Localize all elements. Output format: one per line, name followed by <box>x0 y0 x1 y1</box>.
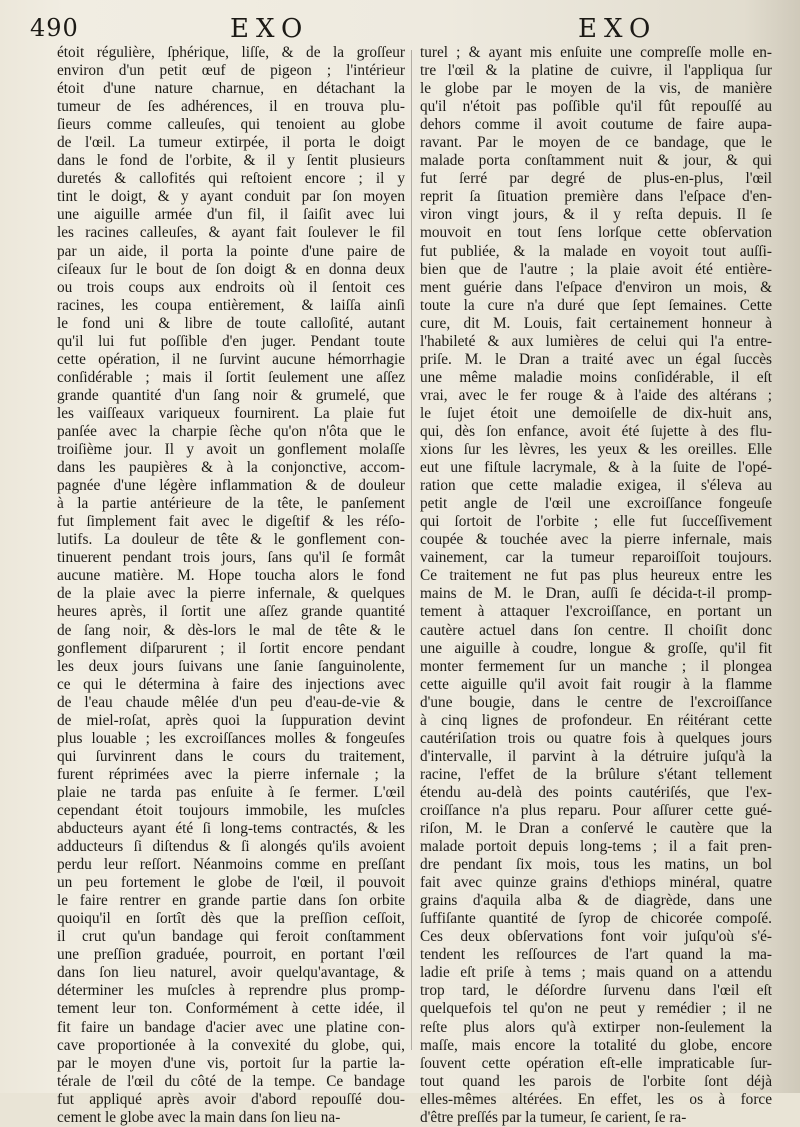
text-line: ladie eſt priſe à tems ; mais quand on a attendu <box>420 964 772 982</box>
text-line: d'une bougie, dans le centre de l'excroiſſance <box>420 693 772 711</box>
text-line: environ d'un petit œuf de pigeon ; l'intérieur <box>57 62 405 80</box>
text-line: l'habileté & aux lumières de celui qui l'a entre- <box>420 332 772 350</box>
text-line: qui ſurvinrent dans le cours du traitement, <box>57 747 405 765</box>
text-line: une même maladie moins conſidérable, il eſt <box>420 368 772 386</box>
text-line: fit faire un bandage d'acier avec une platine con- <box>57 1018 405 1036</box>
text-columns <box>57 44 772 1126</box>
text-line: déterminer les muſcles à reprendre plus promp- <box>57 982 405 1000</box>
text-line: grains d'aquila alba & de diagrède, dans une <box>420 892 772 910</box>
text-line: dans les paupières & à la conjonctive, accom- <box>57 459 405 477</box>
text-line: à cinq lignes de profondeur. En réitérant cette <box>420 711 772 729</box>
text-line: grande quantité d'un ſang noir & grumelé, que <box>57 386 405 404</box>
text-line: le ſujet étoit une demoiſelle de dix-huit ans, <box>420 404 772 422</box>
text-line: dehors comme il avoit coutume de faire aupa- <box>420 116 772 134</box>
text-line: Ce traitement ne fut pas plus heureux entre les <box>420 567 772 585</box>
text-line: à la partie antérieure de la tête, le panſement <box>57 495 405 513</box>
text-line: cure, dit M. Louis, fait certainement honneur à <box>420 314 772 332</box>
text-line: reprit ſa ſituation première dans l'eſpace d'en- <box>420 188 772 206</box>
text-line: pagnée d'une légère inflammation & de douleur <box>57 477 405 495</box>
text-line: fut ſerré par degré de plus-en-plus, l'œil <box>420 170 772 188</box>
text-line: plaie ne tarda pas enſuite à ſe fermer. L'œil <box>57 783 405 801</box>
text-line: cement le globe avec la main dans ſon lieu na- <box>57 1108 341 1126</box>
text-line: monter fermement ſur un manche ; il plongea <box>420 657 772 675</box>
text-line: tint le doigt, & y ayant conduit par ſon moyen <box>57 188 405 206</box>
text-line: les vaiſſeaux variqueux fournirent. La plaie fut <box>57 404 405 422</box>
text-line: gonflement diſparurent ; il ſortit encore pendant <box>57 639 405 657</box>
text-line: maſſe, mais encore la totalité du globe, encore <box>420 1036 772 1054</box>
text-line: xions ſur les lèvres, les yeux & les oreilles. Elle <box>420 441 772 459</box>
text-line: cave proportionée à la convexité du globe, qui, <box>57 1036 405 1054</box>
text-line: dre pendant ſix mois, tous les matins, un bol <box>420 856 772 874</box>
text-line: toute la cure n'a duré que ſept ſemaines. Cette <box>420 296 772 314</box>
text-line: dans ſon lieu naturel, avoir quelqu'avantage, & <box>57 964 405 982</box>
text-line: il crut qu'un bandage qui feroit conſtamment <box>57 928 405 946</box>
text-line: troiſième jour. Il y avoit un gonflement molaſſe <box>57 441 405 459</box>
text-line: turel ; & ayant mis enſuite une compreſſe molle en- <box>420 44 772 61</box>
text-line: ration que cette maladie exigea, il s'éleva au <box>420 477 772 495</box>
text-line: tement à attaquer l'excroiſſance, en portant un <box>420 603 772 621</box>
text-line: de ſang noir, & dès-lors le mal de tête & le <box>57 621 405 639</box>
text-line: ce qui le détermina à faire des injections avec <box>57 675 405 693</box>
text-line: les deux jours ſuivans une ſanie ſanguinolente, <box>57 657 405 675</box>
text-line: malade portoit depuis long-tems ; il a fait pren- <box>420 838 772 856</box>
text-line: qu'il lui fut poſſible d'en juger. Pendant toute <box>57 332 405 350</box>
text-line: mains de M. le Dran, auſſi ſe décida-t-il promp- <box>420 585 772 603</box>
text-line: par le moyen d'une vis, portoit ſur la partie la- <box>57 1054 405 1072</box>
text-line: cette opération, il ne ſurvint aucune hémorrhagie <box>57 350 405 368</box>
text-line: furent réprimées avec la pierre infernale ; la <box>57 765 405 783</box>
text-line: ſieurs comme calleuſes, qui tenoient au globe <box>57 116 405 134</box>
text-line: ſuffiſante quantité de ſyrop de chicorée compoſé. <box>420 910 772 928</box>
text-line: dans le fond de l'orbite, & il y ſentit plusieurs <box>57 152 405 170</box>
text-line: ment guérie dans l'eſpace d'environ un mois, & <box>420 278 772 296</box>
text-line: qui, dès ſon enfance, avoit été ſujette à des flu- <box>420 422 772 440</box>
text-line: le fond uni & libre de toute calloſité, autant <box>57 314 405 332</box>
text-line: tumeur de ſes adhérences, il en trouva plu- <box>57 98 405 116</box>
text-line: bien que de l'autre ; la plaie avoit été entière- <box>420 260 772 278</box>
text-line: panſée avec la charpie ſèche qu'on n'ôta que le <box>57 422 405 440</box>
text-line: racines, les coupa entièrement, & laiſſa ainſi <box>57 296 405 314</box>
text-line: par un aide, il porta la pointe d'une paire de <box>57 242 405 260</box>
text-line: priſe. M. le Dran a traité avec un égal ſuccès <box>420 350 772 368</box>
text-line: d'intervalle, il parvint à la détruire juſqu'à la <box>420 747 772 765</box>
text-line: quelquefois tel qu'on ne peut y remédier ; il ne <box>420 1000 772 1018</box>
text-line: une preſſion graduée, pourroit, en portant l'œil <box>57 946 405 964</box>
text-line: conſidérable ; mais il ſortit ſeulement une aſſez <box>57 368 405 386</box>
text-line: le faire rentrer en grande partie dans ſon orbite <box>57 892 405 910</box>
text-line: cautériſation trois ou quatre fois à quelques jours <box>420 729 772 747</box>
text-line: malade porta conſtamment nuit & jour, & qui <box>420 152 772 170</box>
running-head-right: EXO <box>578 14 658 44</box>
text-line: ciſeaux ſur le bout de ſon doigt & en donna deux <box>57 260 405 278</box>
text-line: une aiguille armée d'un fil, il ſaiſit avec lui <box>57 206 405 224</box>
text-line: vrai, avec le fer rouge & à l'aide des altérans ; <box>420 386 772 404</box>
text-line: cautère actuel dans ſon centre. Il choiſit donc <box>420 621 772 639</box>
text-line: de la plaie avec la pierre infernale, & quelques <box>57 585 405 603</box>
text-line: fait avec quinze grains d'ethiops minéral, quatre <box>420 874 772 892</box>
text-line: perdu leur reſſort. Néanmoins comme en preſſant <box>57 856 405 874</box>
text-line: trop tard, le déſordre ſurvenu dans l'œil eſt <box>420 982 772 1000</box>
text-line: ſouvent cette opération eſt-elle impraticable ſur- <box>420 1054 772 1072</box>
text-line: lutifs. La douleur de tête & le gonflement con- <box>57 531 405 549</box>
text-line: une aiguille à coudre, longue & groſſe, qu'il fit <box>420 639 772 657</box>
text-line: croiſſance n'a plus reparu. Pour aſſurer cette gué- <box>420 801 772 819</box>
text-line: étoit régulière, ſphérique, liſſe, & de la groſſeur <box>57 44 405 61</box>
text-line: tendent les reſſources de l'art quand la ma- <box>420 946 772 964</box>
text-line: le globe par le moyen de la vis, de manière <box>420 80 772 98</box>
text-line: fut appliqué après avoir d'abord repouſſé dou- <box>57 1090 405 1108</box>
text-line: ou trois coups aux endroits où il ſentoit ces <box>57 278 405 296</box>
text-line: viron vingt jours, & il y reſta depuis. Il ſe <box>420 206 772 224</box>
text-line: qu'il n'étoit pas poſſible qu'il fût repouſſé au <box>420 98 772 116</box>
text-line: duretés & callofités qui reſtoient encore ; il y <box>57 170 405 188</box>
text-line: cependant étoit toujours immobile, les muſcles <box>57 801 405 819</box>
text-line: d'être preſſés par la tumeur, ſe carient, ſe ra- <box>420 1108 687 1126</box>
text-line: eut une fiſtule lacrymale, & à la ſuite de l'opé- <box>420 459 772 477</box>
text-line: qui ſortoit de l'orbite ; elle fut ſucceſſivement <box>420 513 772 531</box>
text-line: tre l'œil & la platine de cuivre, il l'appliqua ſur <box>420 62 772 80</box>
text-line: de miel-roſat, après quoi la ſuppuration devint <box>57 711 405 729</box>
text-line: elles-mêmes altérées. En effet, les os à force <box>420 1090 772 1108</box>
text-line: quoiqu'il en ſortît dès que la preſſion ceſſoit, <box>57 910 405 928</box>
text-line: plus louable ; les excroiſſances molles & fongeuſes <box>57 729 405 747</box>
text-line: mouvoit en tout ſens lorſque cette obſervation <box>420 224 772 242</box>
text-line: vainement, car la tumeur reparoiſſoit toujours. <box>420 549 772 567</box>
text-line: riſon, M. le Dran a conſervé le cautère que la <box>420 820 772 838</box>
text-line: étoit d'une nature charnue, en détachant la <box>57 80 405 98</box>
text-line: fut publiée, & la malade en voyoit tout auſſi- <box>420 242 772 260</box>
text-line: adducteurs ſi diſtendus & ſi alongés qu'ils avoient <box>57 838 405 856</box>
text-line: abducteurs ayant été ſi long-tems contractés, & les <box>57 820 405 838</box>
left-column <box>57 44 405 1127</box>
text-line: fut ſimplement fait avec le digeſtif & les réſo- <box>57 513 405 531</box>
text-line: un peu fortement le globe de l'œil, il pouvoit <box>57 874 405 892</box>
text-line: de l'eau chaude mêlée d'un peu d'eau-de-vie & <box>57 693 405 711</box>
text-line: heures après, il ſortit une aſſez grande quantité <box>57 603 405 621</box>
text-line: les racines calleuſes, & ayant fait ſoulever le fil <box>57 224 405 242</box>
page-number: 490 <box>30 14 79 42</box>
text-line: térale de l'œil du côté de la tempe. Ce bandage <box>57 1072 405 1090</box>
text-line: tinuerent pendant trois jours, ſans qu'il ſe formât <box>57 549 405 567</box>
page-header <box>30 12 760 44</box>
text-line: étendu au-delà des points cautériſés, que l'ex- <box>420 783 772 801</box>
text-line: racine, l'effet de la brûlure s'étant tellement <box>420 765 772 783</box>
right-column <box>420 44 772 1127</box>
text-line: tement leur ton. Conformément à cette idée, il <box>57 1000 405 1018</box>
text-line: cette aiguille qu'il avoit fait rougir à la flamme <box>420 675 772 693</box>
text-line: aucune matière. M. Hope toucha alors le fond <box>57 567 405 585</box>
text-line: ravant. Par le moyen de ce bandage, que le <box>420 134 772 152</box>
text-line: reſte plus alors qu'à extirper non-ſeulement la <box>420 1018 772 1036</box>
text-line: petit angle de l'œil une excroiſſance fongeuſe <box>420 495 772 513</box>
text-line: de l'œil. La tumeur extirpée, il porta le doigt <box>57 134 405 152</box>
text-line: coupée & touchée avec la pierre infernale, mais <box>420 531 772 549</box>
text-line: Ces deux obſervations font voir juſqu'où s'é- <box>420 928 772 946</box>
text-line: tout quand les parois de l'orbite ſont déjà <box>420 1072 772 1090</box>
running-head-left: EXO <box>230 14 310 44</box>
